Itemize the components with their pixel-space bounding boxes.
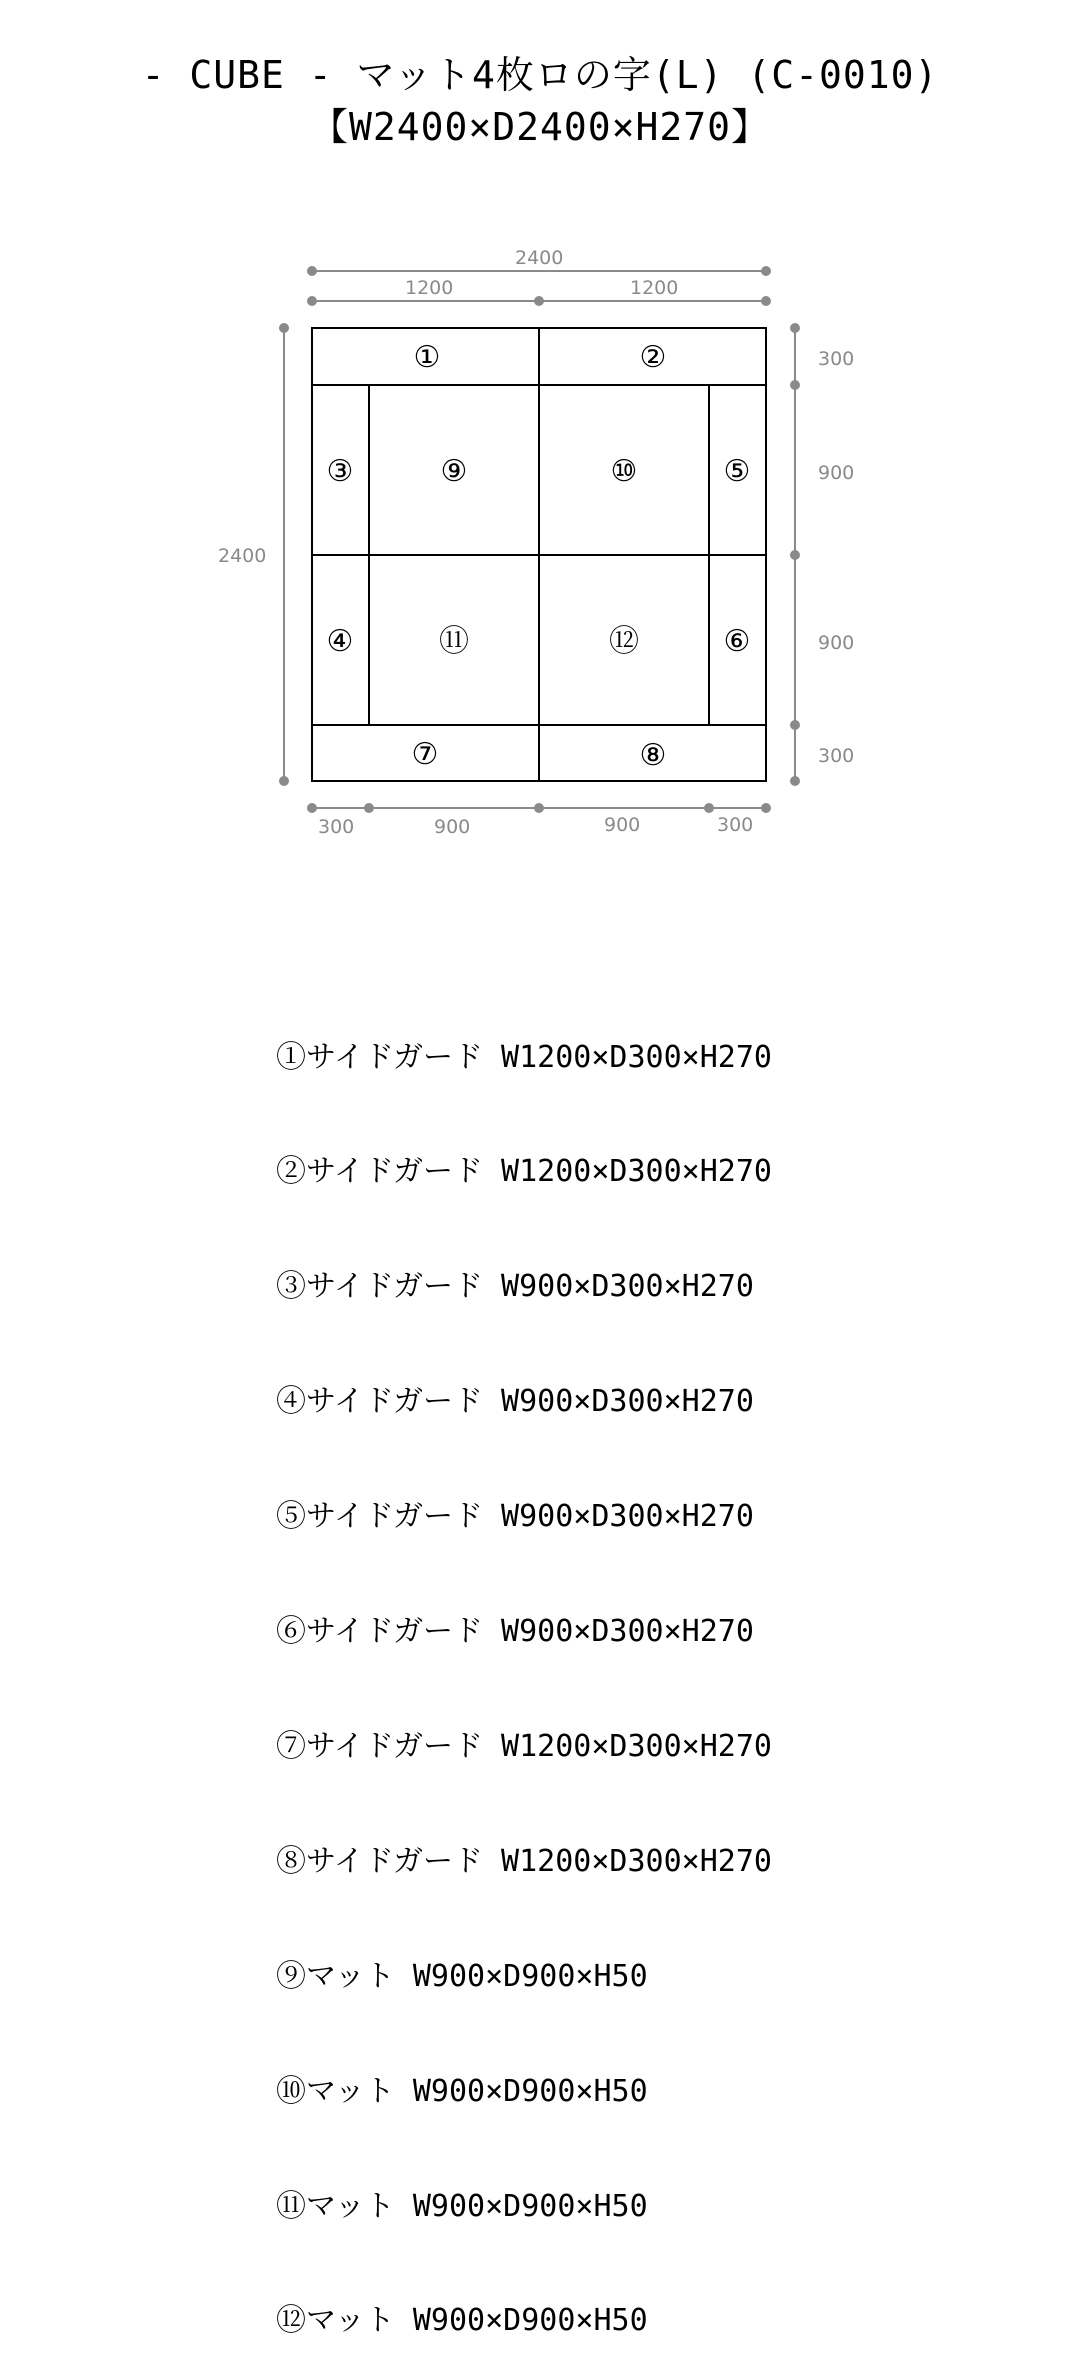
dim-label-right-3: 900 xyxy=(818,632,855,654)
title-line-2: 【W2400×D2400×H270】 xyxy=(309,105,771,149)
dim-label-bottom-4: 300 xyxy=(717,814,754,836)
dim-label-right-2: 900 xyxy=(818,462,855,484)
parts-list-item: ⑩マット W900×D900×H50 xyxy=(276,2073,648,2109)
dim-label-top-left: 1200 xyxy=(405,277,454,299)
dim-label-bottom-2: 900 xyxy=(434,816,471,838)
piece-label-8: ⑧ xyxy=(639,738,667,773)
piece-label-1: ① xyxy=(413,340,441,375)
title-line-1: - CUBE - マット4枚ロの字(L) (C-0010) xyxy=(141,53,939,97)
piece-label-3: ③ xyxy=(326,454,354,489)
dim-label-left-total: 2400 xyxy=(218,545,267,567)
parts-list-item: ⑧サイドガード W1200×D300×H270 xyxy=(276,1843,772,1879)
floor-plan-drawing xyxy=(0,0,1080,900)
parts-list-item: ⑪マット W900×D900×H50 xyxy=(276,2188,648,2224)
piece-label-7: ⑦ xyxy=(411,737,439,772)
piece-label-12: ⑫ xyxy=(609,624,639,659)
dim-label-bottom-1: 300 xyxy=(318,816,355,838)
parts-list-item: ②サイドガード W1200×D300×H270 xyxy=(276,1154,772,1190)
parts-list-item: ⑨マット W900×D900×H50 xyxy=(276,1958,648,1994)
dim-label-top-right: 1200 xyxy=(630,277,679,299)
parts-list-item: ③サイドガード W900×D300×H270 xyxy=(276,1269,754,1305)
dim-label-top-total: 2400 xyxy=(515,247,564,269)
parts-list-item: ⑫マット W900×D900×H50 xyxy=(276,2303,648,2339)
piece-label-10: ⑩ xyxy=(610,454,638,489)
parts-list-item: ④サイドガード W900×D300×H270 xyxy=(276,1384,754,1420)
parts-list xyxy=(276,962,772,2379)
parts-list-item: ①サイドガード W1200×D300×H270 xyxy=(276,1039,772,1075)
parts-list-item: ⑥サイドガード W900×D300×H270 xyxy=(276,1614,754,1650)
piece-label-9: ⑨ xyxy=(440,454,468,489)
dim-label-bottom-3: 900 xyxy=(604,814,641,836)
piece-label-5: ⑤ xyxy=(723,454,751,489)
piece-label-11: ⑪ xyxy=(439,624,469,659)
piece-label-2: ② xyxy=(639,340,667,375)
parts-list-item: ⑤サイドガード W900×D300×H270 xyxy=(276,1499,754,1535)
piece-label-4: ④ xyxy=(326,624,354,659)
dim-label-right-1: 300 xyxy=(818,348,855,370)
dim-label-right-4: 300 xyxy=(818,745,855,767)
parts-list-item: ⑦サイドガード W1200×D300×H270 xyxy=(276,1728,772,1764)
piece-label-6: ⑥ xyxy=(723,624,751,659)
